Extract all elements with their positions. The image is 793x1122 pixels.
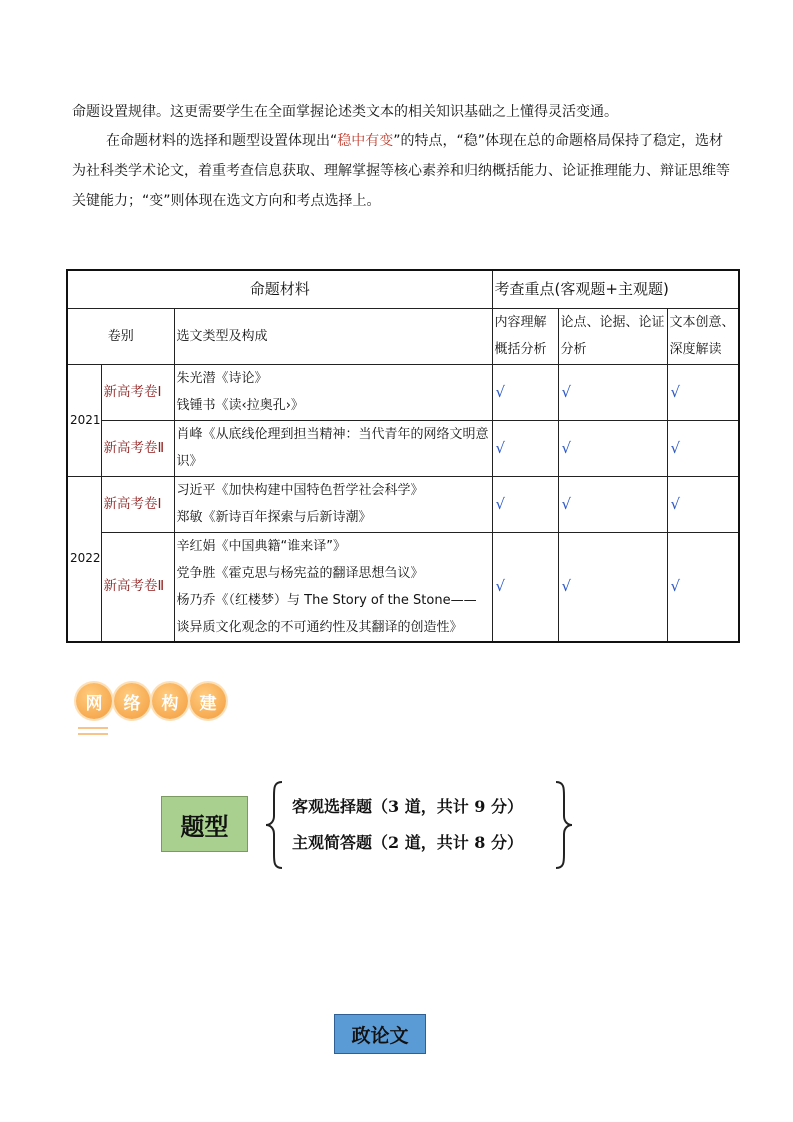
- badge-char: 构: [152, 683, 188, 719]
- bottom-label-box: 政论文: [334, 1014, 426, 1054]
- text-line: 朱光潜《诗论》: [176, 370, 268, 386]
- check-icon: √: [558, 476, 667, 532]
- network-item-subjective: 主观简答题（2 道，共计 8 分）: [292, 833, 523, 852]
- check-icon: √: [667, 364, 739, 420]
- intro-highlight: 稳中有变: [337, 133, 394, 149]
- text-cell: [174, 532, 492, 642]
- left-brace-icon: [264, 780, 286, 870]
- badge-char: 网: [76, 683, 112, 719]
- year-cell: 2022: [67, 476, 101, 642]
- table-row: [67, 420, 739, 476]
- table-row: [67, 476, 739, 532]
- volume-cell: 新高考卷Ⅰ: [101, 364, 174, 420]
- intro-p2-end: ”的特点，“稳”体现在总的命题格局保持了稳定，选材为社科类学术论文，着重考查信息获取、理解掌握等核心素养和归纳概括能力、论证推理能力、辩证思维等关键能力；“变”则体现在选文方向和考点选择上。: [72, 133, 730, 209]
- badge-char: 建: [190, 683, 226, 719]
- check-icon: √: [667, 532, 739, 642]
- col-focus-3: 文本创意、深度解读: [667, 308, 739, 364]
- col-focus-1: 内容理解概括分析: [492, 308, 558, 364]
- text-line: 习近平《加快构建中国特色哲学社会科学》: [176, 482, 424, 498]
- col-type: 选文类型及构成: [174, 308, 492, 364]
- section-badge: [76, 683, 228, 731]
- volume-cell: 新高考卷Ⅱ: [101, 532, 174, 642]
- text-cell: [174, 476, 492, 532]
- volume-cell: 新高考卷Ⅱ: [101, 420, 174, 476]
- check-icon: √: [667, 420, 739, 476]
- header-material: 命题材料: [67, 270, 492, 308]
- header-focus: 考查重点(客观题+主观题): [492, 270, 739, 308]
- text-line: 辛红娟《中国典籍“谁来译”》: [176, 538, 346, 554]
- intro-paragraph-2: [72, 126, 732, 216]
- col-volume: 卷别: [67, 308, 174, 364]
- badge-underline: [78, 727, 108, 735]
- check-icon: √: [492, 420, 558, 476]
- col-focus-2: 论点、论据、论证分析: [558, 308, 667, 364]
- text-line: 党争胜《霍克思与杨宪益的翻译思想刍议》: [176, 565, 424, 581]
- table-subheader-row: [67, 308, 739, 364]
- check-icon: √: [492, 476, 558, 532]
- text-line: 钱锺书《读‹拉奥孔›》: [176, 397, 304, 413]
- check-icon: √: [558, 420, 667, 476]
- right-brace-icon: [552, 780, 574, 870]
- text-cell: 肖峰《从底线伦理到担当精神：当代青年的网络文明意识》: [174, 420, 492, 476]
- intro-p2-start: 在命题材料的选择和题型设置体现出“: [106, 133, 338, 149]
- text-line: 郑敏《新诗百年探索与后新诗潮》: [176, 509, 372, 525]
- check-icon: √: [492, 532, 558, 642]
- volume-cell: 新高考卷Ⅰ: [101, 476, 174, 532]
- table-row: [67, 364, 739, 420]
- text-line: 杨乃乔《（红楼梦）与 The Story of the Stone——谈异质文化观念的不可通约性及其翻译的创造性》: [176, 592, 477, 635]
- check-icon: √: [492, 364, 558, 420]
- check-icon: √: [558, 364, 667, 420]
- intro-line-1: 命题设置规律。这更需要学生在全面掌握论述类文本的相关知识基础之上懂得灵活变通。: [72, 104, 618, 120]
- check-icon: √: [667, 476, 739, 532]
- badge-char: 络: [114, 683, 150, 719]
- network-item-objective: 客观选择题（3 道，共计 9 分）: [292, 797, 523, 816]
- table-header-row: [67, 270, 739, 308]
- exam-table: [66, 269, 740, 643]
- check-icon: √: [558, 532, 667, 642]
- table-row: [67, 532, 739, 642]
- text-cell: [174, 364, 492, 420]
- network-root-box: 题型: [161, 796, 248, 852]
- year-cell: 2021: [67, 364, 101, 476]
